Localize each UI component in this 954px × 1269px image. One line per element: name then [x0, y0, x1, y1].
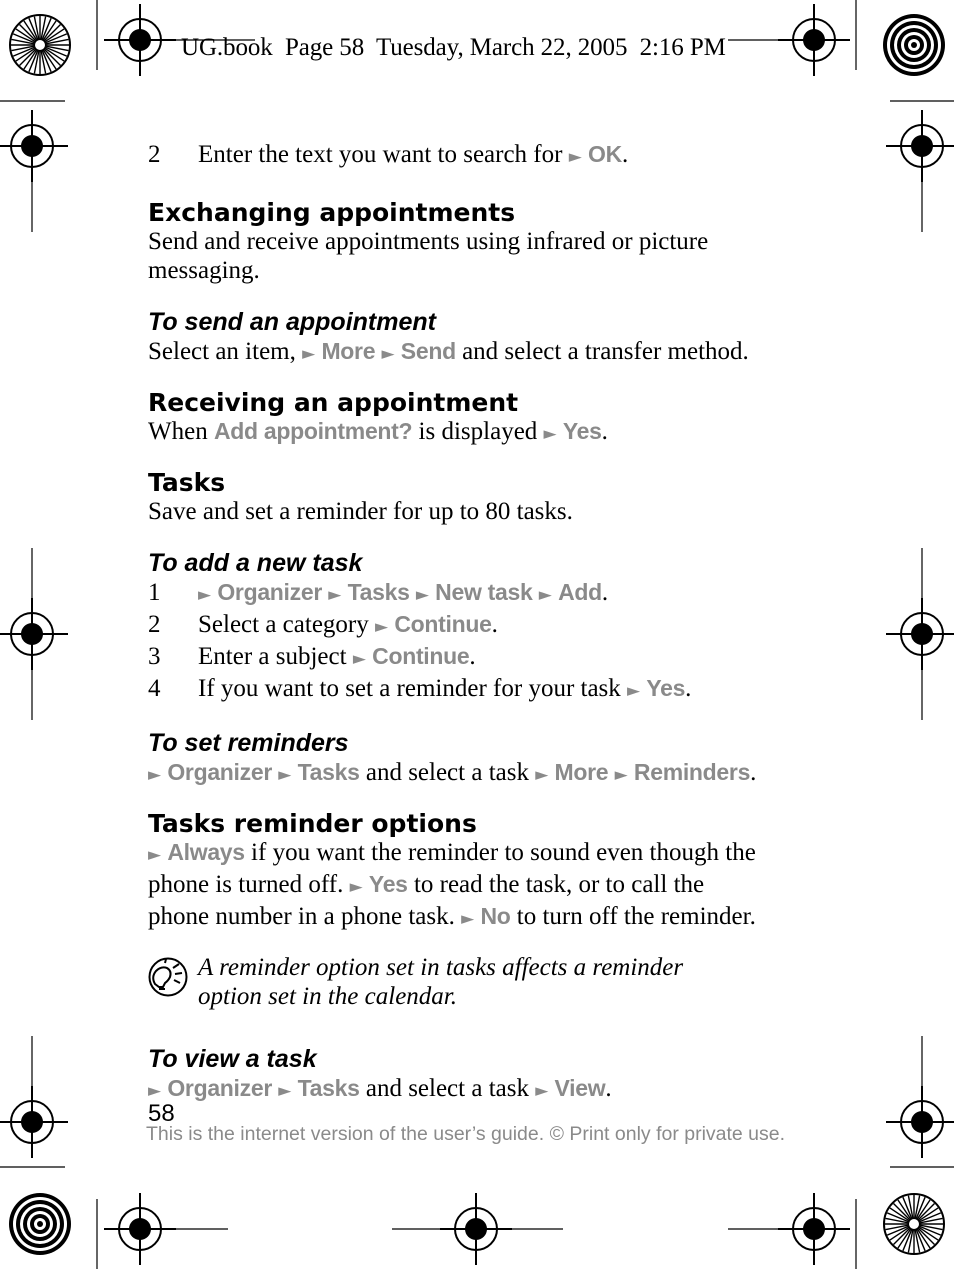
footer-notice: This is the internet version of the user’s guide. © Print only for private use. [146, 1123, 786, 1145]
arrow-icon: ► [148, 765, 162, 785]
body-line: phone number in a phone task. ► No to turn off the reminder. [148, 903, 756, 930]
arrow-icon: ► [627, 681, 641, 701]
menu-send: Send [400, 338, 456, 364]
arrow-icon: ► [538, 585, 552, 605]
ok-link: OK [588, 141, 622, 167]
tip-text: A reminder option set in tasks affects a reminder option set in the calendar. [198, 954, 684, 1010]
menu-organizer: Organizer [217, 579, 322, 605]
body-line: ► Organizer ► Tasks and select a task ► More ► Reminders. [148, 759, 757, 786]
section-title: Receiving an appointment [148, 388, 519, 417]
menu-more: More [554, 759, 609, 785]
arrow-icon: ► [352, 649, 366, 669]
procedure-title: To send an appointment [148, 308, 436, 336]
arrow-icon: ► [148, 845, 162, 865]
arrow-icon: ► [535, 1081, 549, 1101]
menu-yes: Yes [646, 675, 686, 701]
body-line: ► Always if you want the reminder to sound even though the [148, 839, 756, 866]
arrow-icon: ► [198, 585, 212, 605]
arrow-icon: ► [461, 909, 475, 929]
body-line: ► Organizer ► Tasks and select a task ► View. [148, 1075, 612, 1102]
body-line: Send and receive appointments using infrared or picture [148, 228, 709, 255]
arrow-icon: ► [381, 344, 395, 364]
menu-organizer: Organizer [167, 759, 272, 785]
menu-tasks: Tasks [297, 1075, 360, 1101]
section-title: Exchanging appointments [148, 198, 516, 227]
menu-organizer: Organizer [167, 1075, 272, 1101]
procedure-title: To view a task [148, 1045, 317, 1073]
body-line: Save and set a reminder for up to 80 tasks. [148, 498, 573, 525]
tip-lightbulb-icon [148, 953, 198, 1002]
option-always: Always [167, 839, 245, 865]
step-number: 2 [148, 141, 161, 168]
arrow-icon: ► [302, 344, 316, 364]
step-item: 3 Enter a subject ► Continue. [148, 643, 476, 670]
arrow-icon: ► [278, 765, 292, 785]
arrow-icon: ► [328, 585, 342, 605]
arrow-icon: ► [614, 765, 628, 785]
menu-tasks: Tasks [297, 759, 360, 785]
menu-tasks: Tasks [347, 579, 410, 605]
menu-reminders: Reminders [633, 759, 751, 785]
step-item: 2 Select a category ► Continue. [148, 611, 498, 638]
body-line: Select an item, ► More ► Send and select a transfer method. [148, 338, 749, 365]
body-line: phone is turned off. ► Yes to read the task, or to call the [148, 871, 705, 898]
step-text: Enter the text you want to search for ► OK. [198, 141, 629, 168]
body-line: When Add appointment? is displayed ► Yes. [148, 418, 608, 445]
section-title: Tasks [148, 468, 226, 497]
search-step [148, 140, 848, 172]
procedure-title: To add a new task [148, 549, 363, 577]
arrow-icon: ► [148, 1081, 162, 1101]
menu-add: Add [558, 579, 602, 605]
menu-yes: Yes [562, 418, 602, 444]
section-title: Tasks reminder options [148, 809, 477, 838]
option-no: No [480, 903, 511, 929]
procedure-title: To set reminders [148, 729, 349, 757]
page-number: 58 [148, 1100, 175, 1127]
menu-continue: Continue [394, 611, 492, 637]
arrow-icon: ► [543, 424, 557, 444]
arrow-icon: ► [535, 765, 549, 785]
step-item: 4 If you want to set a reminder for your task ► Yes. [148, 675, 692, 702]
menu-continue: Continue [372, 643, 470, 669]
arrow-icon: ► [568, 147, 582, 167]
body-line: messaging. [148, 257, 260, 284]
tip-note [148, 953, 848, 1011]
page-content [148, 140, 848, 1106]
arrow-icon: ► [415, 585, 429, 605]
page-header: UG.book Page 58 Tuesday, March 22, 2005 2:16 PM [181, 34, 726, 61]
menu-new-task: New task [435, 579, 533, 605]
prompt-add-appointment: Add appointment? [213, 418, 413, 444]
menu-more: More [321, 338, 376, 364]
arrow-icon: ► [349, 877, 363, 897]
option-yes: Yes [368, 871, 408, 897]
step-item: 1 ► Organizer ► Tasks ► New task ► Add. [148, 579, 609, 606]
arrow-icon: ► [375, 617, 389, 637]
menu-view: View [554, 1075, 606, 1101]
arrow-icon: ► [278, 1081, 292, 1101]
